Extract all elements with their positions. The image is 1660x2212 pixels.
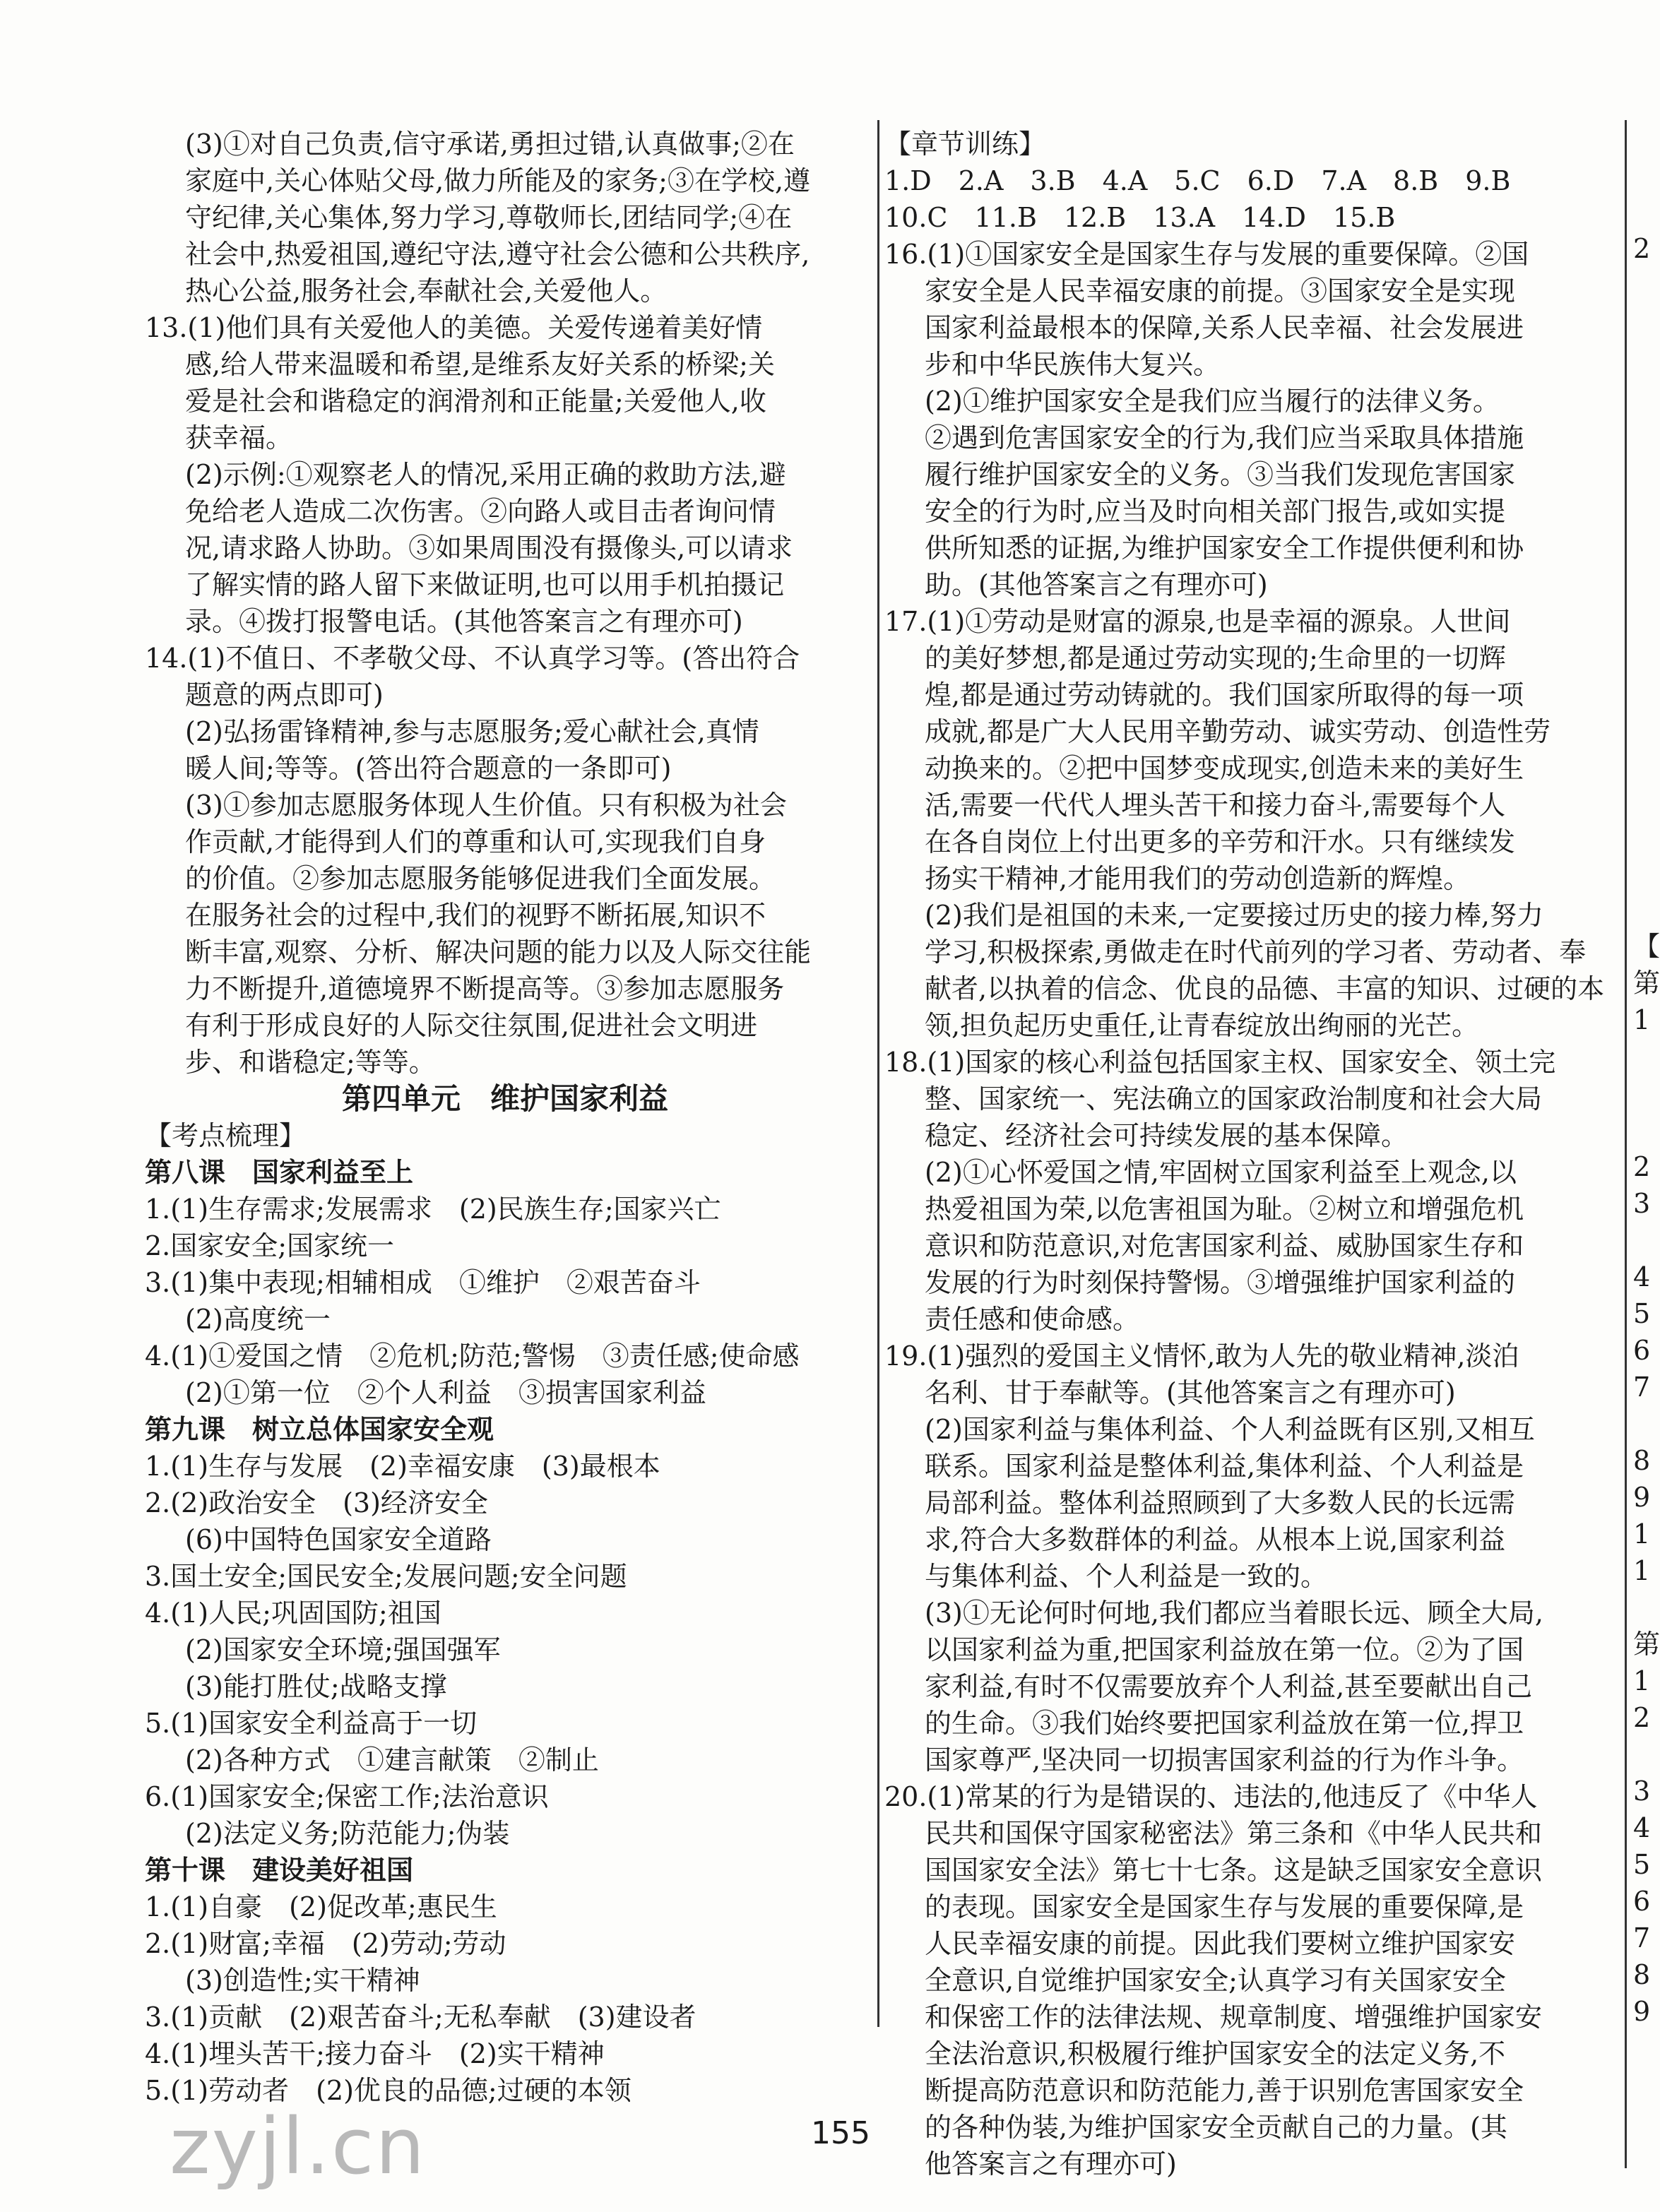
edge-rule [1625,120,1627,2168]
answer-line: 步和中华民族伟大复兴。 [925,349,1221,380]
answer-line: 14.(1)不值日、不孝敬父母、不认真学习等。(答出符合 [145,643,800,674]
answer-line: 整、国家统一、宪法确立的国家政治制度和社会大局 [925,1083,1543,1114]
answer-line: (2)各种方式 ①建言献策 ②制止 [185,1744,599,1776]
answer-line: 家安全是人民幸福安康的前提。③国家安全是实现 [925,275,1516,307]
answer-line: 1.(1)生存需求;发展需求 (2)民族生存;国家兴亡 [145,1194,721,1225]
answer-line: 以国家利益为重,把国家利益放在第一位。②为了国 [925,1634,1524,1665]
answer-line: 求,符合大多数群体的利益。从根本上说,国家利益 [925,1524,1506,1555]
answer-line: (3)创造性;实干精神 [185,1965,420,1996]
answer-line: (3)①对自己负责,信守承诺,勇担过错,认真做事;②在 [185,129,795,160]
answer-line: 献者,以执着的信念、优良的品德、丰富的知识、过硬的本 [925,973,1605,1004]
site-watermark: zyjl.cn [170,2101,427,2192]
answer-line: 领,担负起历史重任,让青春绽放出绚丽的光芒。 [925,1010,1479,1041]
answer-line: 全意识,自觉维护国家安全;认真学习有关国家安全 [925,1965,1506,1996]
answer-line: 16.(1)①国家安全是国家生存与发展的重要保障。②国 [884,239,1529,270]
edge-fragment: 5 [1633,1849,1651,1880]
answer-line: 供所知悉的证据,为维护国家安全工作提供便利和协 [925,533,1524,564]
answer-line: 履行维护国家安全的义务。③当我们发现危害国家 [925,459,1516,490]
answer-line: 活,需要一代代人埋头苦干和接力奋斗,需要每个人 [925,790,1506,821]
answer-line: 家庭中,关心体贴父母,做力所能及的家务;③在学校,遵 [185,165,811,196]
edge-fragment: 1 [1633,1004,1651,1035]
answer-line: 成就,都是广大人民用辛勤劳动、诚实劳动、创造性劳 [925,716,1551,747]
answer-line: 的表现。国家安全是国家生存与发展的重要保障,是 [925,1891,1524,1922]
answer-line: (2)①心怀爱国之情,牢固树立国家利益至上观念,以 [925,1157,1517,1188]
next-page-edge [1625,120,1660,2168]
answer-line: 名利、甘于奉献等。(其他答案言之有理亦可) [925,1377,1456,1408]
answer-line: (2)国家利益与集体利益、个人利益既有区别,又相互 [925,1414,1535,1445]
answer-line: 作贡献,才能得到人们的尊重和认可,实现我们自身 [185,826,766,857]
answer-line: 获幸福。 [185,422,293,453]
answer-line: 了解实情的路人留下来做证明,也可以用手机拍摄记 [185,569,785,600]
edge-fragment: 1 [1633,1665,1651,1696]
answer-line: 动换来的。②把中国梦变成现实,创造未来的美好生 [925,753,1524,784]
answer-line: 1.(1)生存与发展 (2)幸福安康 (3)最根本 [145,1451,660,1482]
answer-line: 6.(1)国家安全;保密工作;法治意识 [145,1781,549,1812]
answer-line: 3.国土安全;国民安全;发展问题;安全问题 [145,1561,627,1592]
answer-line: 1.(1)自豪 (2)促改革;惠民生 [145,1891,497,1922]
answer-line: 录。④拨打报警电话。(其他答案言之有理亦可) [185,606,743,637]
answer-line: 暖人间;等等。(答出符合题意的一条即可) [185,753,672,784]
edge-fragment: 3 [1633,1188,1651,1219]
answer-line: 家利益,有时不仅需要放弃个人利益,甚至要献出自己 [925,1671,1533,1702]
answer-line: (2)弘扬雷锋精神,参与志愿服务;爱心献社会,真情 [185,716,759,747]
edge-fragment: 2 [1633,233,1651,264]
answer-line: 感,给人带来温暖和希望,是维系友好关系的桥梁;关 [185,349,775,380]
answer-line: 国家尊严,坚决同一切损害国家利益的行为作斗争。 [925,1744,1524,1776]
answer-line: 2.(2)政治安全 (3)经济安全 [145,1487,488,1518]
column-divider [877,120,879,2027]
answer-line: (3)①无论何时何地,我们都应当着眼长远、顾全大局, [925,1598,1543,1629]
answer-line: 13.(1)他们具有关爱他人的美德。关爱传递着美好情 [145,312,763,343]
lesson-heading: 第八课 国家利益至上 [145,1157,414,1188]
answer-line: 社会中,热爱祖国,遵纪守法,遵守社会公德和公共秩序, [185,239,810,270]
lesson-heading: 第十课 建设美好祖国 [145,1855,414,1886]
edge-fragment: 8 [1633,1445,1651,1476]
lesson-heading: 第九课 树立总体国家安全观 [145,1414,494,1445]
answer-line: 守纪律,关心集体,努力学习,尊敬师长,团结同学;④在 [185,202,793,233]
edge-fragment: 3 [1633,1776,1651,1807]
answer-line: 免给老人造成二次伤害。②向路人或目击者询问情 [185,496,776,527]
edge-fragment: 1 [1633,1518,1651,1550]
answer-line: 全法治意识,积极履行维护国家安全的法定义务,不 [925,2038,1506,2069]
answer-line: 3.(1)贡献 (2)艰苦奋斗;无私奉献 (3)建设者 [145,2002,696,2033]
answer-line: 【章节训练】 [884,129,1046,160]
answer-line: (3)①参加志愿服务体现人生价值。只有积极为社会 [185,790,787,821]
edge-fragment: 4 [1633,1812,1651,1843]
unit-title: 第四单元 维护国家利益 [341,1081,668,1116]
answer-line: (2)高度统一 [185,1304,331,1335]
answer-line: 人民幸福安康的前提。因此我们要树立维护国家安 [925,1928,1516,1959]
answer-line: 的生命。③我们始终要把国家利益放在第一位,捍卫 [925,1708,1524,1739]
answer-line: 他答案言之有理亦可) [925,2148,1177,2180]
answer-line: 发展的行为时刻保持警惕。③增强维护国家利益的 [925,1267,1516,1298]
answer-line: 安全的行为时,应当及时向相关部门报告,或如实提 [925,496,1506,527]
answer-line: 1.D 2.A 3.B 4.A 5.C 6.D 7.A 8.B 9.B [884,165,1511,196]
answer-line: 联系。国家利益是整体利益,集体利益、个人利益是 [925,1451,1524,1482]
edge-fragment: 2 [1633,1151,1651,1182]
answer-line: 步、和谐稳定;等等。 [185,1047,436,1078]
answer-line: 5.(1)劳动者 (2)优良的品德;过硬的本领 [145,2075,632,2106]
answer-line: 20.(1)常某的行为是错误的、违法的,他违反了《中华人 [884,1781,1538,1812]
answer-line: 18.(1)国家的核心利益包括国家主权、国家安全、领土完 [884,1047,1556,1078]
answer-line: (2)示例:①观察老人的情况,采用正确的救助方法,避 [185,459,786,490]
edge-fragment: 第 [1633,1629,1660,1660]
answer-line: 热爱祖国为荣,以危害祖国为耻。②树立和增强危机 [925,1194,1524,1225]
answer-line: 助。(其他答案言之有理亦可) [925,569,1268,600]
answer-line: 国国家安全法》第七十七条。这是缺乏国家安全意识 [925,1855,1543,1886]
left-answer-column [145,126,865,2109]
answer-line: (2)①第一位 ②个人利益 ③损害国家利益 [185,1377,706,1408]
right-answer-column [884,126,1606,2182]
answer-line: 爱是社会和谐稳定的润滑剂和正能量;关爱他人,收 [185,386,766,417]
answer-line: 和保密工作的法律法规、规章制度、增强维护国家安 [925,2002,1543,2033]
answer-line: 稳定、经济社会可持续发展的基本保障。 [925,1120,1409,1151]
answer-line: 热心公益,服务社会,奉献社会,关爱他人。 [185,275,668,307]
answer-line: ②遇到危害国家安全的行为,我们应当采取具体措施 [925,422,1524,453]
answer-line: 题意的两点即可) [185,679,384,710]
answer-line: 责任感和使命感。 [925,1304,1140,1335]
edge-fragment: 9 [1633,1482,1651,1513]
edge-fragment: 9 [1633,1996,1651,2027]
answer-line: 2.(1)财富;幸福 (2)劳动;劳动 [145,1928,506,1959]
answer-line: 10.C 11.B 12.B 13.A 14.D 15.B [884,202,1396,233]
answer-line: 3.(1)集中表现;相辅相成 ①维护 ②艰苦奋斗 [145,1267,701,1298]
answer-line: 断提高防范意识和防范能力,善于识别危害国家安全 [925,2075,1524,2106]
page-number: 155 [811,2115,870,2151]
answer-line: 民共和国保守国家秘密法》第三条和《中华人民共和 [925,1818,1543,1849]
answer-line: 在各自岗位上付出更多的辛劳和汗水。只有继续发 [925,826,1516,857]
edge-fragment: 8 [1633,1959,1651,1990]
answer-line: (2)①维护国家安全是我们应当履行的法律义务。 [925,386,1500,417]
edge-fragment: 7 [1633,1372,1651,1403]
answer-line: 的各种伪装,为维护国家安全贡献自己的力量。(其 [925,2112,1507,2143]
answer-line: 4.(1)①爱国之情 ②危机;防范;警惕 ③责任感;使命感 [145,1340,800,1372]
answer-line: 在服务社会的过程中,我们的视野不断拓展,知识不 [185,900,766,931]
answer-line: 煌,都是通过劳动铸就的。我们国家所取得的每一项 [925,679,1524,710]
answer-line: 的美好梦想,都是通过劳动实现的;生命里的一切辉 [925,643,1506,674]
answer-line: 扬实干精神,才能用我们的劳动创造新的辉煌。 [925,863,1471,894]
answer-line: (2)法定义务;防范能力;伪装 [185,1818,510,1849]
answer-line: 国家利益最根本的保障,关系人民幸福、社会发展进 [925,312,1524,343]
edge-fragment: 2 [1633,1702,1651,1733]
answer-line: 意识和防范意识,对危害国家利益、威胁国家生存和 [925,1230,1524,1261]
edge-fragment: 4 [1633,1261,1651,1292]
answer-line: 2.国家安全;国家统一 [145,1230,395,1261]
answer-line: 学习,积极探索,勇做走在时代前列的学习者、劳动者、奉 [925,936,1587,968]
answer-line: (2)我们是祖国的未来,一定要接过历史的接力棒,努力 [925,900,1543,931]
answer-line: 4.(1)人民;巩固国防;祖国 [145,1598,441,1629]
answer-line: (2)国家安全环境;强国强军 [185,1634,501,1665]
answer-line: 有利于形成良好的人际交往氛围,促进社会文明进 [185,1010,758,1041]
answer-line: 断丰富,观察、分析、解决问题的能力以及人际交往能 [185,936,812,968]
answer-line: 19.(1)强烈的爱国主义情怀,敢为人先的敬业精神,淡泊 [884,1340,1519,1372]
edge-fragment: 1 [1633,1555,1651,1586]
answer-line: (6)中国特色国家安全道路 [185,1524,492,1555]
answer-line: 5.(1)国家安全利益高于一切 [145,1708,478,1739]
answer-line: 【考点梳理】 [145,1120,307,1151]
edge-fragment: 5 [1633,1298,1651,1329]
answer-line: (3)能打胜仗;战略支撑 [185,1671,447,1702]
edge-fragment: 第 [1633,968,1660,999]
edge-fragment: 6 [1633,1886,1651,1917]
answer-line: 局部利益。整体利益照顾到了大多数人民的长远需 [925,1487,1516,1518]
answer-line: 力不断提升,道德境界不断提高等。③参加志愿服务 [185,973,785,1004]
edge-fragment: 7 [1633,1922,1651,1954]
answer-line: 4.(1)埋头苦干;接力奋斗 (2)实干精神 [145,2038,605,2069]
answer-line: 17.(1)①劳动是财富的源泉,也是幸福的源泉。人世间 [884,606,1511,637]
edge-fragment: 6 [1633,1335,1651,1366]
answer-line: 与集体利益、个人利益是一致的。 [925,1561,1328,1592]
answer-line: 的价值。②参加志愿服务能够促进我们全面发展。 [185,863,776,894]
edge-fragment: 【 [1633,931,1660,962]
answer-line: 况,请求路人协助。③如果周围没有摄像头,可以请求 [185,533,793,564]
